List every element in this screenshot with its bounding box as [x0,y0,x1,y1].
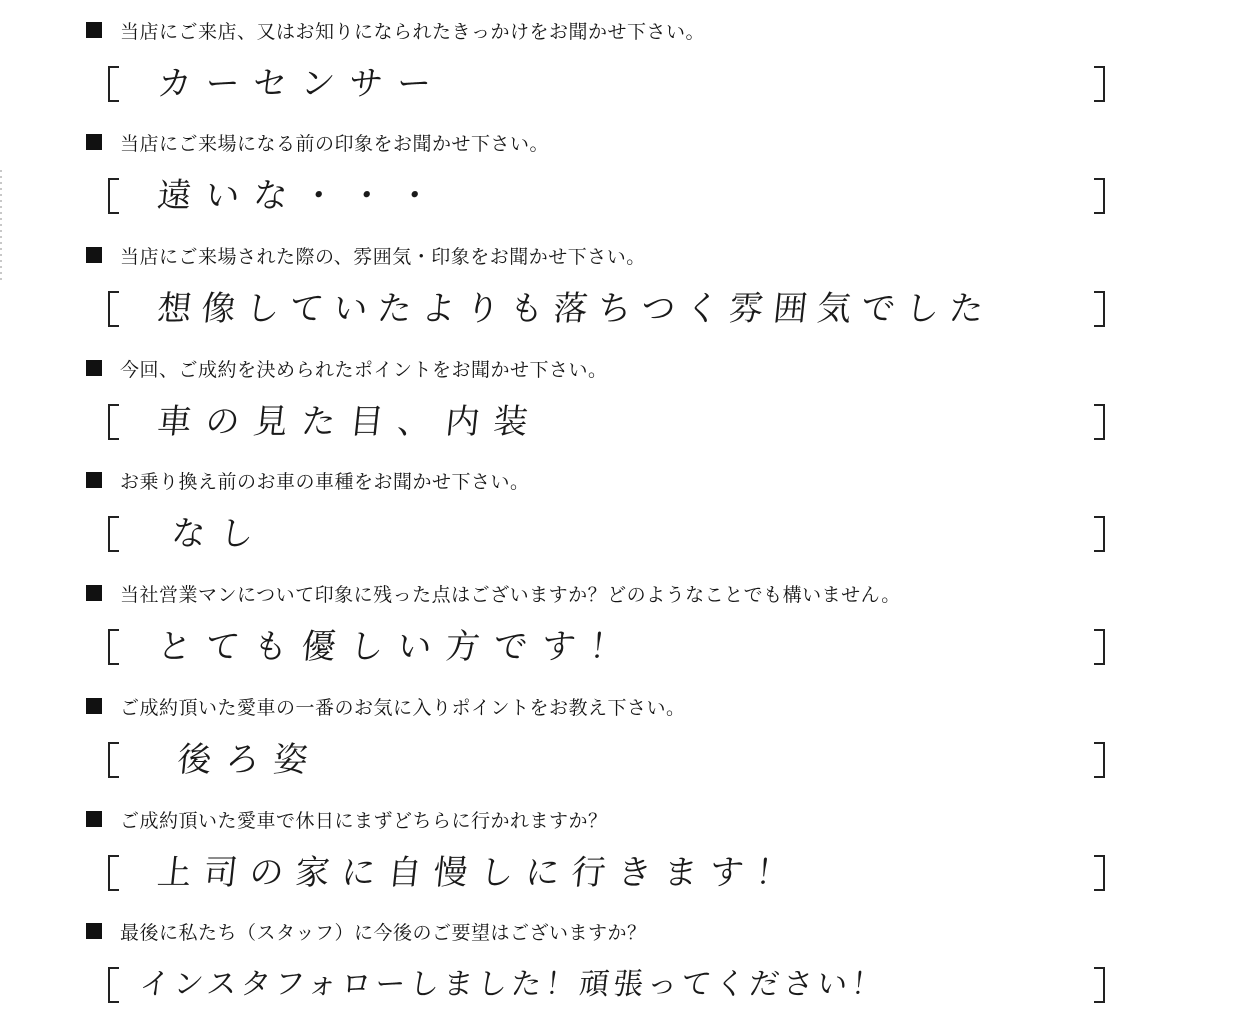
handwritten-answer: 遠いな・・・ [155,175,448,216]
question-text: 当店にご来店、又はお知りになられたきっかけをお聞かせ下さい。 [120,20,706,43]
handwritten-answer: 上司の家に自慢しに行きます！ [155,852,804,893]
right-bracket [1094,855,1105,891]
question-text: 当店にご来場された際の、雰囲気・印象をお聞かせ下さい。 [120,245,646,268]
question-row [86,128,549,156]
right-bracket [1094,291,1105,327]
survey-item [0,112,1241,224]
question-text: 今回、ご成約を決められたポイントをお聞かせ下さい。 [120,358,608,381]
handwritten-answer: インスタフォローしました！頑張ってください！ [137,967,888,1002]
question-row [86,692,686,720]
question-text: ご成約頂いた愛車の一番のお気に入りポイントをお教え下さい。 [120,696,686,719]
square-bullet-icon [86,22,102,38]
square-bullet-icon [86,811,102,827]
left-bracket [108,629,119,665]
left-bracket [108,66,119,102]
square-bullet-icon [86,134,102,150]
right-bracket [1094,629,1105,665]
square-bullet-icon [86,360,102,376]
question-text: ご成約頂いた愛車で休日にまずどちらに行かれますか？ [120,809,608,832]
square-bullet-icon [86,247,102,263]
survey-item [0,901,1241,1013]
left-bracket [108,178,119,214]
question-text: 当社営業マンについて印象に残った点はございますか？どのようなことでも構いません。 [120,583,901,606]
handwritten-answer: カーセンサー [155,63,448,104]
left-bracket [108,516,119,552]
handwritten-answer: なし [169,513,270,554]
question-row [86,354,608,382]
left-bracket [108,291,119,327]
question-row [86,241,646,269]
question-text: 最後に私たち（スタッフ）に今後のご要望はございますか？ [120,921,647,944]
question-row [86,579,901,607]
handwritten-answer: 想像していたよりも落ちつく雰囲気でした [155,288,996,329]
question-row [86,16,705,44]
handwritten-answer: とても優しい方です！ [155,626,640,667]
right-bracket [1094,178,1105,214]
right-bracket [1094,516,1105,552]
left-bracket [108,967,119,1003]
question-row [86,805,608,833]
square-bullet-icon [86,585,102,601]
square-bullet-icon [86,923,102,939]
survey-item [0,450,1241,562]
survey-item [0,338,1241,450]
right-bracket [1094,967,1105,1003]
square-bullet-icon [86,472,102,488]
survey-item [0,676,1241,788]
question-row [86,917,647,945]
left-bracket [108,855,119,891]
survey-item [0,0,1241,112]
handwritten-answer: 後ろ姿 [175,739,324,780]
left-bracket [108,404,119,440]
question-text: 当店にご来場になる前の印象をお聞かせ下さい。 [120,132,550,155]
survey-item [0,789,1241,901]
right-bracket [1094,742,1105,778]
question-row [86,466,530,494]
right-bracket [1094,66,1105,102]
survey-item [0,563,1241,675]
left-bracket [108,742,119,778]
question-text: お乗り換え前のお車の車種をお聞かせ下さい。 [120,470,530,493]
survey-item [0,225,1241,337]
square-bullet-icon [86,698,102,714]
handwritten-answer: 車の見た目、内装 [155,401,544,442]
right-bracket [1094,404,1105,440]
